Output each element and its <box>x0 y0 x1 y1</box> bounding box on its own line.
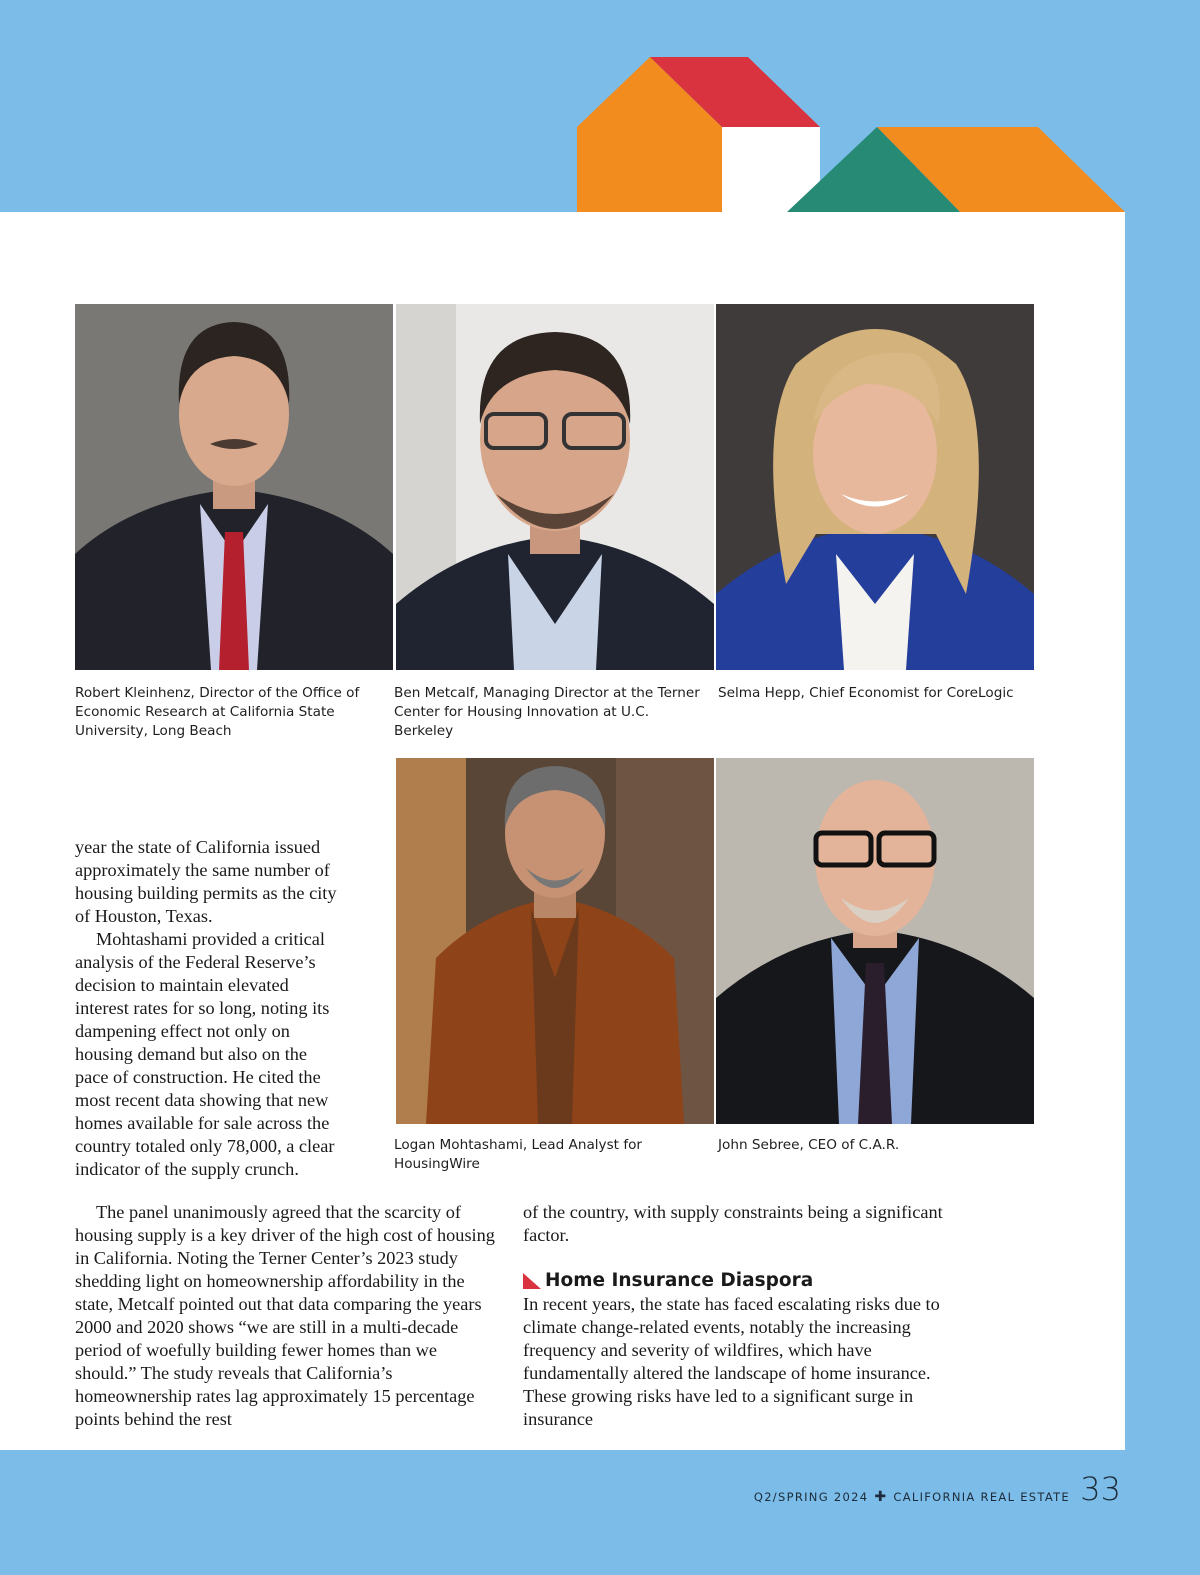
heading-triangle-icon <box>523 1273 541 1289</box>
paragraph-panel-agreed: The panel unanimously agreed that the scarcity of housing supply is a key driver of the high cost of housing in California. Noting the Terner Center’s 2023 study shedding light on homeownership affordability in the state, Metcalf pointed out that data comparing the years 2000 and 2020 shows “we are still in a multi-decade period of woefully building fewer homes than we should.” The study reveals that California’s homeownership rates lag approximately 15 percentage points behind the rest <box>75 1202 495 1429</box>
caption-selma-hepp: Selma Hepp, Chief Economist for CoreLogic <box>718 685 1014 701</box>
caption-logan-mohtashami: Logan Mohtashami, Lead Analyst for HousingWire <box>394 1137 643 1172</box>
paragraph-country-continuation: of the country, with supply constraints being a significant factor. <box>523 1202 943 1245</box>
paragraph-continuation: year the state of California issued approximately the same number of housing building permits as the city of Houston, Texas. <box>75 837 337 926</box>
page-footer <box>754 1489 1070 1505</box>
portrait-logan-mohtashami <box>396 758 714 1124</box>
footer-separator: ✚ <box>874 1489 888 1505</box>
portrait-selma-hepp <box>716 304 1034 670</box>
caption-ben-metcalf: Ben Metcalf, Managing Director at the Terner Center for Housing Innovation at U.C. Berkeley <box>394 685 700 739</box>
footer-publication: CALIFORNIA REAL ESTATE <box>893 1490 1070 1504</box>
house-roofs-graphic <box>0 0 1200 215</box>
caption-john-sebree: John Sebree, CEO of C.A.R. <box>718 1137 900 1153</box>
portrait-robert-kleinhenz <box>75 304 393 670</box>
paragraph-home-insurance: In recent years, the state has faced escalating risks due to climate change-related events, notably the increasing frequency and severity of wildfires, which have fundamentally altered the landscape of home insurance. These growing risks have led to a significant surge in insurance <box>523 1294 940 1429</box>
section-heading <box>523 1270 813 1291</box>
section-heading-text: Home Insurance Diaspora <box>545 1270 814 1291</box>
portrait-john-sebree <box>716 758 1034 1124</box>
article-column-1-narrow <box>75 836 337 1181</box>
footer-issue: Q2/SPRING 2024 <box>753 1490 869 1504</box>
portrait-ben-metcalf <box>396 304 714 670</box>
paragraph-mohtashami-analysis: Mohtashami provided a critical analysis of the Federal Reserve’s decision to maintain elevated interest rates for so long, noting its dampening effect not only on housing demand but also on the pace of construction. He cited the most recent data showing that new homes available for sale across the country totaled only 78,000, a clear indicator of the supply crunch. <box>75 929 335 1179</box>
page-number: 33 <box>1080 1470 1121 1508</box>
article-column-1-wide <box>75 1201 495 1431</box>
article-column-2-section <box>523 1293 951 1431</box>
article-column-2 <box>523 1201 951 1247</box>
caption-robert-kleinhenz: Robert Kleinhenz, Director of the Office of Economic Research at California State University, Long Beach <box>75 685 360 739</box>
